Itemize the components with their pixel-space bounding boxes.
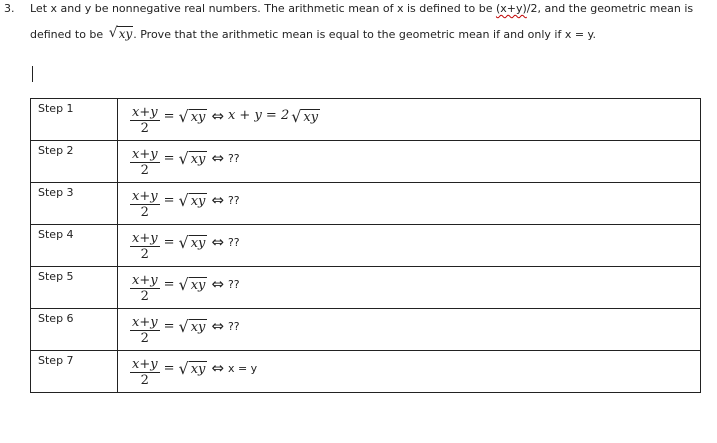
- step-conclusion: [227, 320, 240, 333]
- step-label: Step 4: [38, 228, 74, 241]
- sqrt-expression: [178, 150, 207, 168]
- step-equation-cell[interactable]: [118, 309, 701, 351]
- step-conclusion: [227, 362, 258, 375]
- fraction-denominator: 2: [140, 289, 149, 304]
- problem-line-1: [30, 2, 693, 16]
- fraction-denominator: 2: [140, 373, 149, 388]
- step-label: Step 6: [38, 312, 74, 325]
- sqrt-expression: [178, 276, 207, 294]
- inline-sqrt-expression: [109, 27, 134, 42]
- step-label-cell[interactable]: [31, 351, 118, 393]
- equals-sign: =: [163, 109, 175, 124]
- equals-sign: =: [163, 151, 175, 166]
- iff-arrow-icon: ⇔: [211, 317, 224, 335]
- conclusion-text: ??: [227, 152, 240, 165]
- fraction: [130, 189, 160, 220]
- fraction: [130, 105, 160, 136]
- equals-sign: =: [163, 193, 175, 208]
- fraction-denominator: 2: [140, 205, 149, 220]
- conclusion-text: ??: [227, 194, 240, 207]
- radical-sign-icon: √: [291, 106, 302, 126]
- radical-sign-icon: √: [178, 148, 189, 168]
- step-equation-cell[interactable]: [118, 183, 701, 225]
- fraction: [130, 273, 160, 304]
- radical-sign-icon: √: [108, 25, 118, 41]
- step-label-cell[interactable]: [31, 267, 118, 309]
- sqrt-content: xy: [190, 151, 206, 167]
- iff-arrow-icon: ⇔: [211, 275, 224, 293]
- iff-arrow-icon: ⇔: [211, 149, 224, 167]
- proof-step-row: [31, 141, 701, 183]
- step-equation-cell[interactable]: [118, 225, 701, 267]
- equals-sign: =: [163, 361, 175, 376]
- radical-sign-icon: √: [178, 358, 189, 378]
- sqrt-content: xy: [190, 235, 206, 251]
- conclusion-text: ??: [227, 278, 240, 291]
- sqrt-content: xy: [190, 319, 206, 335]
- sqrt-content: xy: [190, 109, 206, 125]
- radical-sign-icon: √: [178, 274, 189, 294]
- inline-sqrt-content: xy: [118, 27, 133, 41]
- fraction-denominator: 2: [140, 331, 149, 346]
- step-conclusion: [227, 278, 240, 291]
- equals-sign: =: [163, 277, 175, 292]
- radical-sign-icon: √: [178, 190, 189, 210]
- fraction-denominator: 2: [140, 121, 149, 136]
- fraction-numerator: x+y: [132, 273, 158, 288]
- conclusion-expression: x + y = 2: [227, 107, 290, 123]
- proof-step-row: [31, 225, 701, 267]
- problem-line-2: [30, 27, 596, 42]
- radical-sign-icon: √: [178, 106, 189, 126]
- step-equation: [118, 309, 700, 350]
- sqrt-content: xy: [190, 193, 206, 209]
- fraction-denominator: 2: [140, 163, 149, 178]
- proof-step-row: [31, 183, 701, 225]
- sqrt-expression: [178, 360, 207, 378]
- radical-sign-icon: √: [178, 232, 189, 252]
- conclusion-text: ??: [227, 320, 240, 333]
- sqrt-content: xy: [190, 277, 206, 293]
- sqrt-expression: [178, 108, 207, 126]
- step-label-cell[interactable]: [31, 309, 118, 351]
- step-equation: [118, 183, 700, 224]
- fraction-numerator: x+y: [132, 231, 158, 246]
- spellcheck-flagged-text[interactable]: (x+y): [495, 2, 527, 15]
- step-equation-cell[interactable]: [118, 351, 701, 393]
- step-conclusion: [227, 236, 240, 249]
- step-label: Step 5: [38, 270, 74, 283]
- sqrt-expression: [178, 318, 207, 336]
- problem-line-2-end: . Prove that the arithmetic mean is equal to the geometric mean if and only if x = y.: [133, 28, 596, 41]
- fraction: [130, 231, 160, 262]
- step-equation: [118, 99, 700, 140]
- conclusion-sqrt-content: xy: [303, 109, 319, 125]
- step-conclusion: [227, 194, 240, 207]
- step-label: Step 7: [38, 354, 74, 367]
- step-conclusion: [227, 152, 240, 165]
- proof-step-row: [31, 99, 701, 141]
- proof-steps-body: [31, 99, 701, 393]
- text-cursor: [32, 66, 33, 82]
- fraction-denominator: 2: [140, 247, 149, 262]
- step-equation: [118, 141, 700, 182]
- problem-line-1-start: Let x and y be nonnegative real numbers. The arithmetic mean of x is defined to be: [30, 2, 496, 15]
- fraction: [130, 315, 160, 346]
- equals-sign: =: [163, 319, 175, 334]
- step-label-cell[interactable]: [31, 99, 118, 141]
- sqrt-expression: [178, 234, 207, 252]
- iff-arrow-icon: ⇔: [211, 359, 224, 377]
- iff-arrow-icon: ⇔: [211, 107, 224, 125]
- proof-steps-table: [30, 98, 701, 393]
- step-label-cell[interactable]: [31, 141, 118, 183]
- fraction: [130, 357, 160, 388]
- proof-step-row: [31, 267, 701, 309]
- step-conclusion: [227, 106, 320, 126]
- step-label: Step 2: [38, 144, 74, 157]
- step-equation-cell[interactable]: [118, 99, 701, 141]
- step-label-cell[interactable]: [31, 225, 118, 267]
- step-label: Step 1: [38, 102, 74, 115]
- iff-arrow-icon: ⇔: [211, 233, 224, 251]
- radical-sign-icon: √: [178, 316, 189, 336]
- fraction-numerator: x+y: [132, 315, 158, 330]
- step-label: Step 3: [38, 186, 74, 199]
- step-equation: [118, 267, 700, 308]
- step-equation-cell[interactable]: [118, 141, 701, 183]
- conclusion-text: x = y: [227, 362, 258, 375]
- equals-sign: =: [163, 235, 175, 250]
- fraction: [130, 147, 160, 178]
- step-equation: [118, 351, 700, 392]
- proof-step-row: [31, 309, 701, 351]
- step-equation-cell[interactable]: [118, 267, 701, 309]
- fraction-numerator: x+y: [132, 189, 158, 204]
- fraction-numerator: x+y: [132, 357, 158, 372]
- step-label-cell[interactable]: [31, 183, 118, 225]
- conclusion-text: ??: [227, 236, 240, 249]
- fraction-numerator: x+y: [132, 105, 158, 120]
- proof-step-row: [31, 351, 701, 393]
- sqrt-expression: [178, 192, 207, 210]
- fraction-numerator: x+y: [132, 147, 158, 162]
- step-equation: [118, 225, 700, 266]
- conclusion-sqrt-expression: [291, 108, 320, 126]
- sqrt-content: xy: [190, 361, 206, 377]
- problem-line-2-start: defined to be: [30, 28, 107, 41]
- problem-line-1-end: /2, and the geometric mean is: [526, 2, 694, 15]
- problem-number: 3.: [4, 2, 15, 15]
- iff-arrow-icon: ⇔: [211, 191, 224, 209]
